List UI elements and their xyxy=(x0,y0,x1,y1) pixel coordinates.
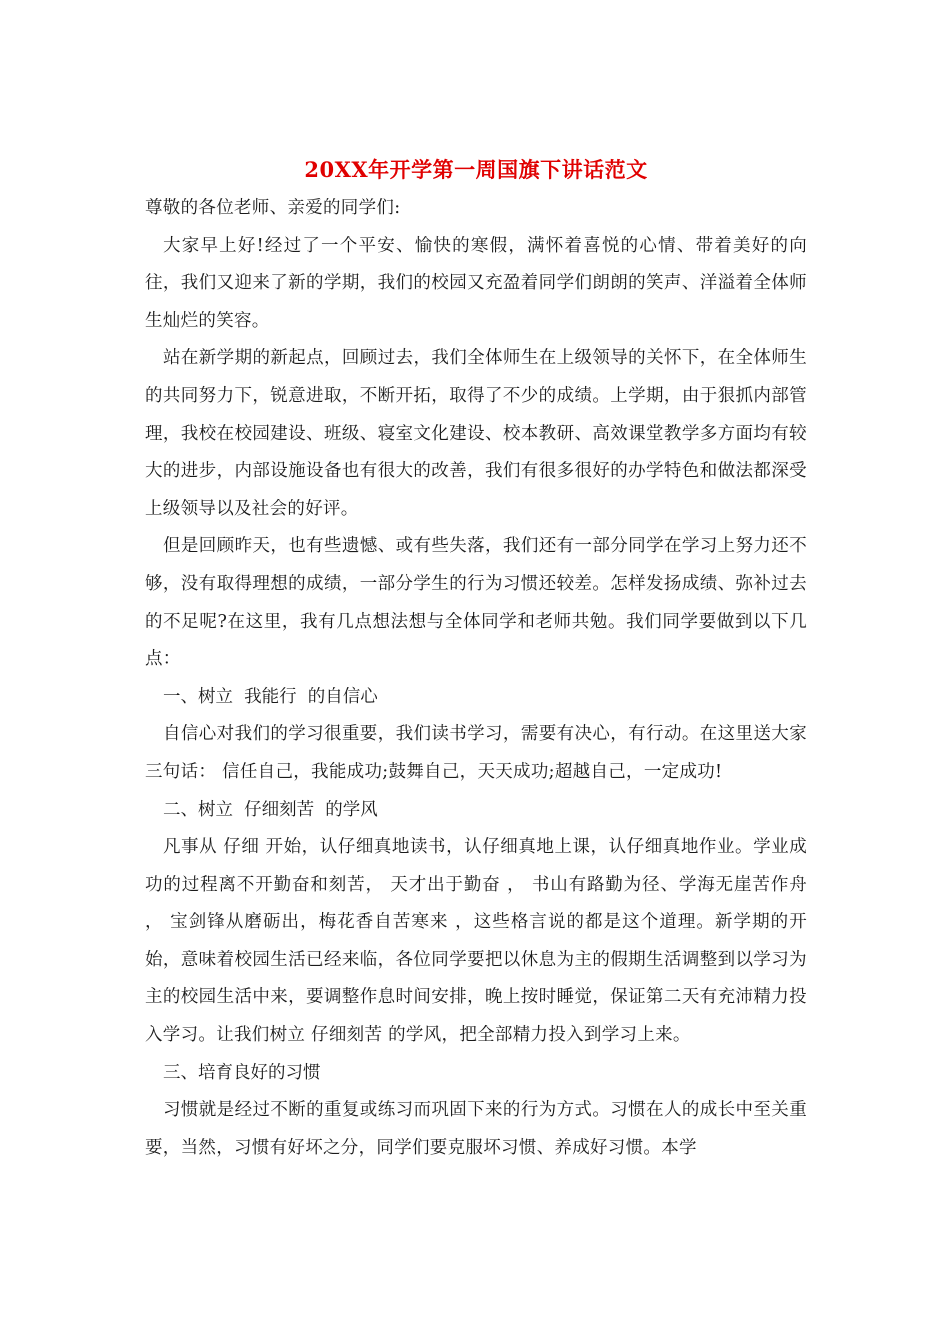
paragraph-2: 站在新学期的新起点，回顾过去，我们全体师生在上级领导的关怀下，在全体师生的共同努力下，锐意进取，不断开拓，取得了不少的成绩。上学期，由于狠抓内部管理，我校在校园建设、班级、寝室文化建设、校本教研、高效课堂教学多方面均有较大的进步，内部设施设备也有很大的改善，我们有很多很好的办学特色和做法都深受上级领导以及社会的好评。 xyxy=(145,348,807,519)
section-heading-2: 二、树立 仔细刻苦 的学风 xyxy=(163,799,378,820)
paragraph-1: 大家早上好!经过了一个平安、愉快的寒假，满怀着喜悦的心情、带着美好的向往，我们又迎来了新的学期，我们的校园又充盈着同学们朗朗的笑声、洋溢着全体师生灿烂的笑容。 xyxy=(145,235,807,331)
greeting: 尊敬的各位老师、亲爱的同学们: xyxy=(145,198,401,218)
section-heading-3: 三、培育良好的习惯 xyxy=(163,1062,321,1083)
document-title: 20XX年开学第一周国旗下讲话范文 xyxy=(304,157,648,182)
section-heading-1: 一、树立 我能行 的自信心 xyxy=(163,686,378,707)
paragraph-6: 习惯就是经过不断的重复或练习而巩固下来的行为方式。习惯在人的成长中至关重要，当然，习惯有好坏之分，同学们要克服坏习惯、养成好习惯。本学 xyxy=(145,1100,807,1158)
paragraph-4: 自信心对我们的学习很重要，我们读书学习，需要有决心，有行动。在这里送大家三句话： 信任自己，我能成功;鼓舞自己，天天成功;超越自己，一定成功! xyxy=(145,724,807,782)
paragraph-5: 凡事从 仔细 开始，认仔细真地读书，认仔细真地上课，认仔细真地作业。学业成功的过程离不开勤奋和刻苦， 天才出于勤奋 ， 书山有路勤为径、学海无崖苦作舟 ， 宝剑锋从磨砺出，梅花香自苦寒来 ，这些格言说的都是这个道理。新学期的开始，意味着校园生活已经来临，各位同学要把以休息为主的假期生活调整到以学习为主的校园生活中来，要调整作息时间安排，晚上按时睡觉，保证第二天有充沛精力投入学习。让我们树立 仔细刻苦 的学风，把全部精力投入到学习上来。 xyxy=(145,837,807,1046)
paragraph-3: 但是回顾昨天，也有些遗憾、或有些失落，我们还有一部分同学在学习上努力还不够，没有取得理想的成绩，一部分学生的行为习惯还较差。怎样发扬成绩、弥补过去的不足呢?在这里，我有几点想法想与全体同学和老师共勉。我们同学要做到以下几点： xyxy=(145,536,807,670)
document-page xyxy=(145,152,807,1167)
